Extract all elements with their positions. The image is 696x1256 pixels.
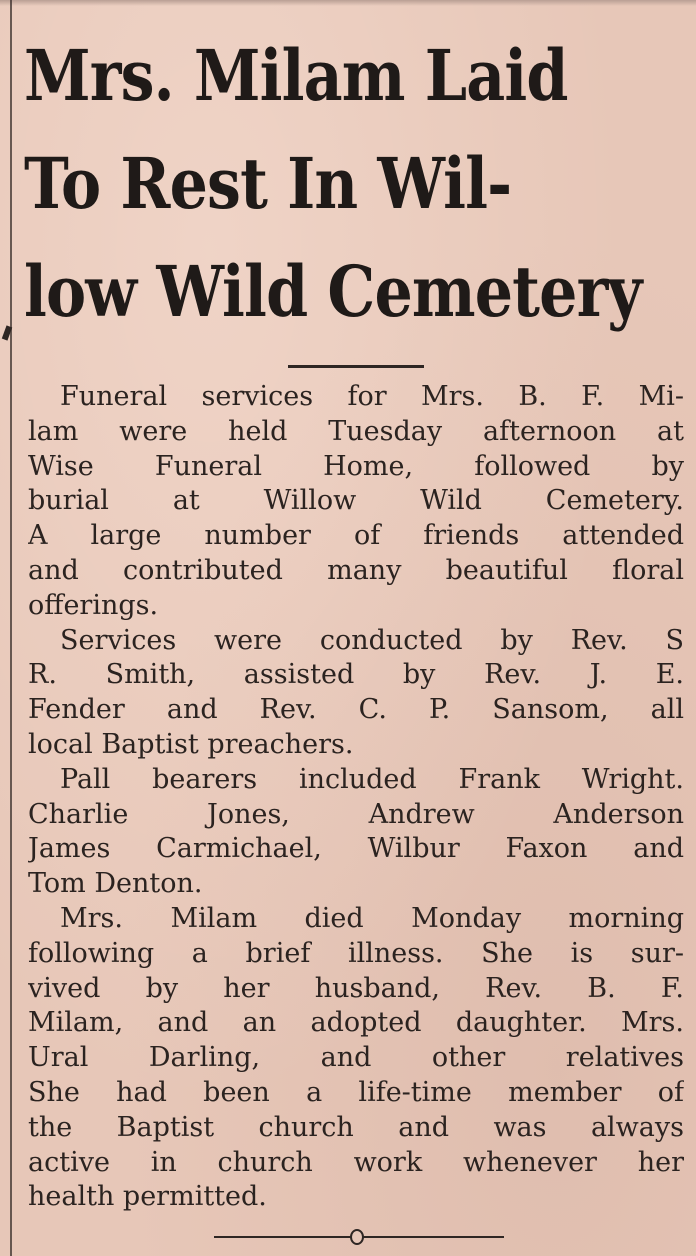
text-line: following a brief illness. She is sur- <box>28 937 684 969</box>
text-line: Ural Darling, and other relatives <box>28 1042 684 1074</box>
paragraph-services-conducted <box>28 624 684 763</box>
text-line: A large number of friends attended <box>28 520 684 552</box>
text-line: vived by her husband, Rev. B. F. <box>28 972 684 1004</box>
text-line: offerings. <box>28 589 159 621</box>
text-line: the Baptist church and was always <box>28 1111 684 1143</box>
headline-line: Mrs. Milam Laid <box>24 34 568 117</box>
text-line: Pall bearers included Frank Wright. <box>60 763 684 795</box>
headline-line: low Wild Cemetery <box>24 250 642 333</box>
text-line: R. Smith, assisted by Rev. J. E. <box>28 659 684 691</box>
text-line: Wise Funeral Home, followed by <box>28 450 684 482</box>
text-line: Charlie Jones, Andrew Anderson <box>28 798 684 830</box>
paragraph-survived-by <box>28 902 684 1215</box>
text-line: local Baptist preachers. <box>28 728 354 760</box>
headline-divider <box>288 365 424 368</box>
text-line: Fender and Rev. C. P. Sansom, all <box>28 694 684 726</box>
end-divider-ornament <box>350 1229 364 1245</box>
headline-line: To Rest In Wil- <box>24 142 512 225</box>
article-body <box>28 380 684 1215</box>
text-line: burial at Willow Wild Cemetery. <box>28 485 684 517</box>
text-line: She had been a life-time member of <box>28 1076 684 1108</box>
text-line: James Carmichael, Wilbur Faxon and <box>28 833 684 865</box>
text-line: active in church work whenever her <box>28 1146 684 1178</box>
text-line: Mrs. Milam died Monday morning <box>60 902 684 934</box>
text-line: Milam, and an adopted daughter. Mrs. <box>28 1007 684 1039</box>
text-line: Funeral services for Mrs. B. F. Mi- <box>60 381 684 412</box>
text-line: Tom Denton. <box>28 868 203 900</box>
text-line: and contributed many beautiful floral <box>28 554 684 586</box>
text-line: health permitted. <box>28 1181 267 1213</box>
paragraph-funeral-services <box>28 380 684 624</box>
text-line: Services were conducted by Rev. S <box>60 624 684 656</box>
headline <box>24 22 642 346</box>
paragraph-pall-bearers <box>28 763 684 902</box>
column-rule <box>10 0 12 1256</box>
paper-edge <box>0 0 696 6</box>
text-line: lam were held Tuesday afternoon at <box>28 415 684 447</box>
